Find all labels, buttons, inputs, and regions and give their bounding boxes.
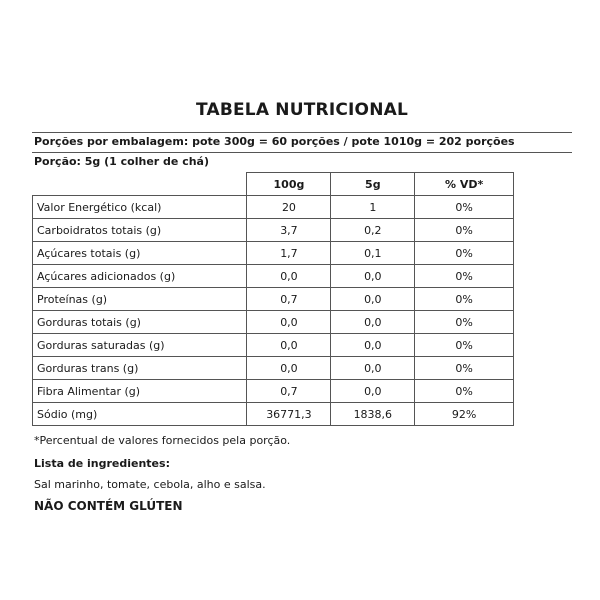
nutrient-name: Gorduras trans (g) <box>33 357 247 380</box>
value-per100: 0,0 <box>247 265 331 288</box>
ingredients-list: Sal marinho, tomate, cebola, alho e salsa. <box>34 478 266 491</box>
table-header-row <box>33 173 514 196</box>
table-row <box>33 196 514 219</box>
nutrient-name: Proteínas (g) <box>33 288 247 311</box>
value-vd: 0% <box>415 380 514 403</box>
value-per5: 0,0 <box>331 311 415 334</box>
portions-per-package: Porções por embalagem: pote 300g = 60 porções / pote 1010g = 202 porções <box>32 132 572 153</box>
value-per100: 0,7 <box>247 380 331 403</box>
value-vd: 0% <box>415 219 514 242</box>
value-vd: 92% <box>415 403 514 426</box>
table-row <box>33 288 514 311</box>
value-per100: 0,7 <box>247 288 331 311</box>
header-per100: 100g <box>247 173 331 196</box>
value-per5: 0,0 <box>331 265 415 288</box>
gluten-notice: NÃO CONTÉM GLÚTEN <box>34 499 183 513</box>
value-per100: 36771,3 <box>247 403 331 426</box>
value-vd: 0% <box>415 242 514 265</box>
portion-size: Porção: 5g (1 colher de chá) <box>34 155 210 168</box>
value-per100: 3,7 <box>247 219 331 242</box>
nutrient-name: Valor Energético (kcal) <box>33 196 247 219</box>
nutrient-name: Gorduras totais (g) <box>33 311 247 334</box>
value-per5: 0,0 <box>331 380 415 403</box>
table-row <box>33 380 514 403</box>
nutrient-name: Gorduras saturadas (g) <box>33 334 247 357</box>
table-row <box>33 334 514 357</box>
value-per100: 0,0 <box>247 357 331 380</box>
nutrition-table <box>32 172 514 426</box>
value-per100: 20 <box>247 196 331 219</box>
value-per5: 0,2 <box>331 219 415 242</box>
table-row <box>33 242 514 265</box>
table-row <box>33 311 514 334</box>
value-vd: 0% <box>415 357 514 380</box>
value-vd: 0% <box>415 196 514 219</box>
vd-footnote: *Percentual de valores fornecidos pela porção. <box>34 434 291 447</box>
value-vd: 0% <box>415 265 514 288</box>
value-per5: 0,0 <box>331 288 415 311</box>
value-per5: 0,0 <box>331 334 415 357</box>
value-per100: 0,0 <box>247 334 331 357</box>
value-vd: 0% <box>415 288 514 311</box>
header-vd: % VD* <box>415 173 514 196</box>
header-blank <box>33 173 247 196</box>
ingredients-title: Lista de ingredientes: <box>34 457 170 470</box>
value-per5: 1838,6 <box>331 403 415 426</box>
table-row <box>33 219 514 242</box>
value-vd: 0% <box>415 334 514 357</box>
table-row <box>33 403 514 426</box>
nutrition-label <box>32 100 572 513</box>
value-per100: 0,0 <box>247 311 331 334</box>
nutrient-name: Sódio (mg) <box>33 403 247 426</box>
value-vd: 0% <box>415 311 514 334</box>
nutrient-name: Fibra Alimentar (g) <box>33 380 247 403</box>
nutrient-name: Açúcares adicionados (g) <box>33 265 247 288</box>
nutrient-name: Açúcares totais (g) <box>33 242 247 265</box>
value-per100: 1,7 <box>247 242 331 265</box>
value-per5: 1 <box>331 196 415 219</box>
value-per5: 0,1 <box>331 242 415 265</box>
nutrient-name: Carboidratos totais (g) <box>33 219 247 242</box>
table-row <box>33 265 514 288</box>
label-title: TABELA NUTRICIONAL <box>195 100 409 120</box>
header-per5: 5g <box>331 173 415 196</box>
table-row <box>33 357 514 380</box>
value-per5: 0,0 <box>331 357 415 380</box>
